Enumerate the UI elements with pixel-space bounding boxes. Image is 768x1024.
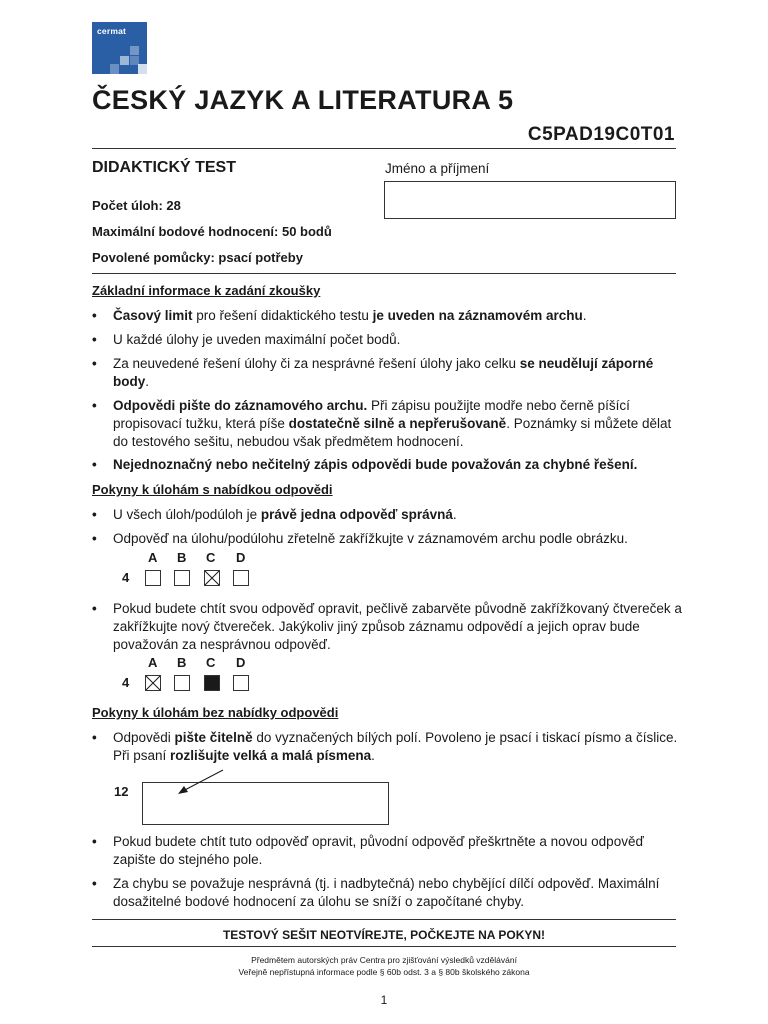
row-number: 4 <box>122 570 130 585</box>
list-item: • Časový limit pro řešení didaktického testu je uveden na záznamovém archu. <box>92 308 587 323</box>
page-number: 1 <box>380 993 388 1007</box>
list-item: • Odpověď na úlohu/podúlohu zřetelně zakřížkujte v záznamovém archu podle obrázku. <box>92 531 628 546</box>
bullet: • <box>92 834 97 849</box>
answer-box-filled <box>204 675 220 691</box>
list-item: • Nejednoznačný nebo nečitelný zápis odpovědi bude považován za chybné řešení. <box>92 457 638 472</box>
bullet: • <box>92 398 97 413</box>
section-heading-basic-info: Základní informace k zadání zkoušky <box>92 283 321 298</box>
bullet: • <box>92 308 97 323</box>
logo-square <box>130 46 139 55</box>
option-letter-d: D <box>236 550 246 565</box>
logo-square <box>138 64 147 74</box>
list-item: • Za neuvedené řešení úlohy či za nesprávné řešení úlohy jako celku se neudělují záporné body. <box>92 356 654 389</box>
cross-mark-icon <box>205 571 219 585</box>
list-item: • Odpovědi pište čitelně do vyznačených bílých polí. Povoleno je psací i tiskací písmo a číslice. Při psaní rozlišujte velká a malá písmena. <box>92 730 678 763</box>
cross-mark-icon <box>146 676 160 690</box>
bullet: • <box>92 876 97 891</box>
logo-square <box>110 64 119 74</box>
allowed-tools: Povolené pomůcky: psací potřeby <box>92 250 303 265</box>
answer-box-empty <box>145 570 161 586</box>
arrow-icon <box>175 768 225 796</box>
task-count: Počet úloh: 28 <box>92 198 181 213</box>
bullet: • <box>92 730 97 745</box>
option-letter-a: A <box>148 655 158 670</box>
logo-square <box>120 56 129 65</box>
list-item: • U všech úloh/podúloh je právě jedna odpověď správná. <box>92 507 457 522</box>
option-letter-d: D <box>236 655 246 670</box>
example-task-number: 12 <box>114 784 129 799</box>
option-letter-c: C <box>206 655 216 670</box>
divider <box>92 919 676 920</box>
list-item: • U každé úlohy je uveden maximální počet bodů. <box>92 332 401 347</box>
logo-text: cermat <box>97 26 127 36</box>
answer-box-crossed <box>145 675 161 691</box>
answer-box-empty <box>174 570 190 586</box>
bullet: • <box>92 457 97 472</box>
bullet: • <box>92 332 97 347</box>
divider <box>92 148 676 149</box>
footer-legal: Veřejně nepřístupná informace podle § 60b odst. 3 a § 80b školského zákona <box>238 967 530 977</box>
answer-box-empty <box>233 675 249 691</box>
list-item: • Za chybu se považuje nesprávná (tj. i nadbytečná) nebo chybějící dílčí odpověď. Maximální dosažitelné bodové hodnocení za úlohu se sníží o započítané chyby. <box>92 876 660 909</box>
test-code: C5PAD19C0T01 <box>527 124 675 145</box>
bullet: • <box>92 507 97 522</box>
bullet: • <box>92 601 97 616</box>
section-heading-without-options: Pokyny k úlohám bez nabídky odpovědi <box>92 705 339 720</box>
footer-copyright: Předmětem autorských práv Centra pro zjišťování výsledků vzdělávání <box>251 955 517 965</box>
list-item: • Pokud budete chtít svou odpověď opravit, pečlivě zabarvěte původně zakřížkovaný čtvereček a zakřížkujte nový čtvereček. Jakýkoliv jiný způsob záznamu odpovědí a jejich oprav bude považován za nesprávnou odpověď. <box>92 601 682 652</box>
bullet: • <box>92 356 97 371</box>
option-letter-a: A <box>148 550 158 565</box>
option-letter-b: B <box>177 550 187 565</box>
answer-box-empty <box>233 570 249 586</box>
list-item: • Pokud budete chtít tuto odpověď opravit, původní odpověď přeškrtněte a novou odpověď zapište do stejného pole. <box>92 834 644 867</box>
row-number: 4 <box>122 675 130 690</box>
max-points: Maximální bodové hodnocení: 50 bodů <box>92 224 332 239</box>
cermat-logo <box>92 22 147 74</box>
divider <box>92 946 676 947</box>
bullet: • <box>92 531 97 546</box>
name-field[interactable] <box>384 181 676 219</box>
option-letter-b: B <box>177 655 187 670</box>
section-heading-with-options: Pokyny k úlohám s nabídkou odpovědi <box>92 482 333 497</box>
answer-box-empty <box>174 675 190 691</box>
list-item: • Odpovědi pište do záznamového archu. Při zápisu použijte modře nebo černě píšící propisovací tužku, která píše dostatečně silně a nepřerušovaně. Poznámky si můžete dělat do testového sešitu, nebudou však předmětem hodnocení. <box>92 398 672 449</box>
test-subtitle: DIDAKTICKÝ TEST <box>92 159 236 176</box>
divider <box>92 273 676 274</box>
page-title: ČESKÝ JAZYK A LITERATURA 5 <box>92 85 514 115</box>
notice-text: TESTOVÝ SEŠIT NEOTVÍREJTE, POČKEJTE NA POKYN! <box>222 928 546 942</box>
name-label: Jméno a příjmení <box>385 161 490 176</box>
option-letter-c: C <box>206 550 216 565</box>
answer-box-crossed <box>204 570 220 586</box>
